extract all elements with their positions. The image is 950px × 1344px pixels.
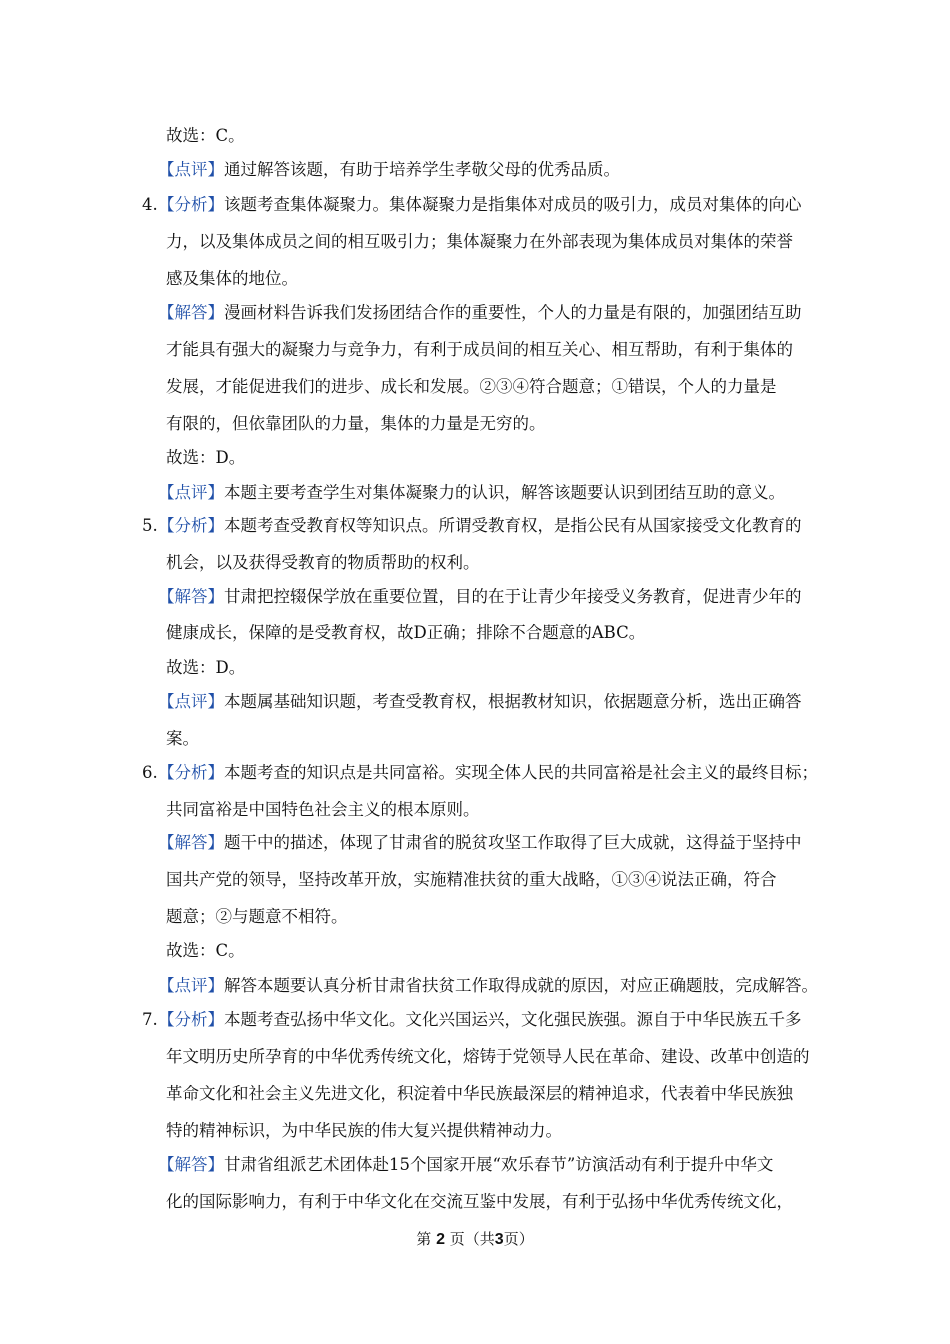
line-text: 故选：D。 bbox=[166, 658, 246, 677]
question-number: 4. bbox=[142, 195, 158, 214]
section-tag: 【分析】 bbox=[158, 516, 224, 535]
text-line bbox=[158, 302, 802, 324]
line-text: 甘肃省组派艺术团体赴15个国家开展“欢乐春节”访演活动有利于提升中华文 bbox=[224, 1155, 774, 1174]
text-line bbox=[166, 799, 480, 821]
footer-prefix: 第 bbox=[416, 1230, 432, 1248]
line-text: 国共产党的领导，坚持改革开放，实施精准扶贫的重大战略，①③④说法正确，符合 bbox=[166, 870, 777, 889]
text-line bbox=[166, 125, 245, 147]
text-line bbox=[158, 515, 802, 537]
text-line bbox=[158, 832, 802, 854]
text-line bbox=[158, 691, 802, 713]
line-text: 该题考查集体凝聚力。集体凝聚力是指集体对成员的吸引力，成员对集体的向心 bbox=[224, 195, 802, 214]
text-line bbox=[158, 159, 620, 181]
text-line bbox=[158, 194, 802, 216]
line-text: 故选：C。 bbox=[166, 941, 245, 960]
text-line bbox=[166, 940, 245, 962]
section-tag: 【分析】 bbox=[158, 1010, 224, 1029]
line-text: 感及集体的地位。 bbox=[166, 269, 298, 288]
line-text: 化的国际影响力，有利于中华文化在交流互鉴中发展，有利于弘扬中华优秀传统文化， bbox=[166, 1192, 793, 1211]
text-line bbox=[158, 1009, 802, 1031]
section-tag: 【解答】 bbox=[158, 1155, 224, 1174]
text-line bbox=[166, 268, 298, 290]
text-line bbox=[166, 231, 793, 253]
line-text: 甘肃把控辍保学放在重要位置，目的在于让青少年接受义务教育，促进青少年的 bbox=[224, 587, 802, 606]
question-number: 6. bbox=[142, 763, 158, 782]
text-line bbox=[166, 728, 199, 750]
text-line bbox=[166, 906, 348, 928]
text-line bbox=[166, 447, 245, 469]
text-line bbox=[166, 339, 793, 361]
line-text: 发展，才能促进我们的进步、成长和发展。②③④符合题意；①错误，个人的力量是 bbox=[166, 377, 777, 396]
text-line bbox=[166, 413, 546, 435]
text-line bbox=[166, 622, 645, 644]
line-text: 机会，以及获得受教育的物质帮助的权利。 bbox=[166, 553, 480, 572]
line-text: 题意；②与题意不相符。 bbox=[166, 907, 348, 926]
footer-suffix: 页） bbox=[503, 1230, 534, 1248]
text-line bbox=[166, 1120, 562, 1142]
text-line bbox=[166, 376, 777, 398]
line-text: 案。 bbox=[166, 729, 199, 748]
section-tag: 【分析】 bbox=[158, 763, 224, 782]
line-text: 通过解答该题，有助于培养学生孝敬父母的优秀品质。 bbox=[224, 160, 620, 179]
line-text: 有限的，但依靠团队的力量，集体的力量是无穷的。 bbox=[166, 414, 546, 433]
section-tag: 【分析】 bbox=[158, 195, 224, 214]
page-footer bbox=[0, 1228, 950, 1251]
question-number: 7. bbox=[142, 1010, 158, 1029]
line-text: 故选：D。 bbox=[166, 448, 246, 467]
text-line bbox=[158, 762, 818, 784]
line-text: 力，以及集体成员之间的相互吸引力；集体凝聚力在外部表现为集体成员对集体的荣誉 bbox=[166, 232, 793, 251]
text-line bbox=[166, 1191, 793, 1213]
line-text: 本题属基础知识题，考查受教育权，根据教材知识，依据题意分析，选出正确答 bbox=[224, 692, 802, 711]
text-line bbox=[158, 586, 802, 608]
section-tag: 【解答】 bbox=[158, 587, 224, 606]
text-line bbox=[166, 1083, 793, 1105]
line-text: 漫画材料告诉我们发扬团结合作的重要性，个人的力量是有限的，加强团结互助 bbox=[224, 303, 802, 322]
line-text: 共同富裕是中国特色社会主义的根本原则。 bbox=[166, 800, 480, 819]
section-tag: 【点评】 bbox=[158, 976, 224, 995]
question-number: 5. bbox=[142, 516, 158, 535]
text-line bbox=[158, 975, 818, 997]
line-text: 年文明历史所孕育的中华优秀传统文化，熔铸于党领导人民在革命、建设、改革中创造的 bbox=[166, 1047, 810, 1066]
text-line bbox=[166, 1046, 810, 1068]
text-line bbox=[158, 482, 785, 504]
text-line bbox=[166, 657, 245, 679]
line-text: 本题考查受教育权等知识点。所谓受教育权，是指公民有从国家接受文化教育的 bbox=[224, 516, 802, 535]
line-text: 健康成长，保障的是受教育权，故D正确；排除不合题意的ABC。 bbox=[166, 623, 646, 642]
line-text: 故选：C。 bbox=[166, 126, 245, 145]
line-text: 本题考查的知识点是共同富裕。实现全体人民的共同富裕是社会主义的最终目标； bbox=[224, 763, 818, 782]
section-tag: 【解答】 bbox=[158, 303, 224, 322]
line-text: 本题主要考查学生对集体凝聚力的认识，解答该题要认识到团结互助的意义。 bbox=[224, 483, 785, 502]
section-tag: 【点评】 bbox=[158, 483, 224, 502]
footer-total-pages: 3 bbox=[494, 1231, 504, 1248]
section-tag: 【点评】 bbox=[158, 160, 224, 179]
text-line bbox=[158, 1154, 773, 1176]
footer-page-number: 2 bbox=[436, 1231, 445, 1248]
text-line bbox=[166, 552, 480, 574]
text-line bbox=[166, 869, 777, 891]
line-text: 才能具有强大的凝聚力与竞争力，有利于成员间的相互关心、相互帮助，有利于集体的 bbox=[166, 340, 793, 359]
section-tag: 【点评】 bbox=[158, 692, 224, 711]
line-text: 解答本题要认真分析甘肃省扶贫工作取得成就的原因，对应正确题肢，完成解答。 bbox=[224, 976, 818, 995]
line-text: 本题考查弘扬中华文化。文化兴国运兴，文化强民族强。源自于中华民族五千多 bbox=[224, 1010, 802, 1029]
line-text: 特的精神标识，为中华民族的伟大复兴提供精神动力。 bbox=[166, 1121, 562, 1140]
section-tag: 【解答】 bbox=[158, 833, 224, 852]
footer-mid: 页（共 bbox=[449, 1230, 495, 1248]
line-text: 革命文化和社会主义先进文化，积淀着中华民族最深层的精神追求，代表着中华民族独 bbox=[166, 1084, 793, 1103]
line-text: 题干中的描述，体现了甘肃省的脱贫攻坚工作取得了巨大成就，这得益于坚持中 bbox=[224, 833, 802, 852]
